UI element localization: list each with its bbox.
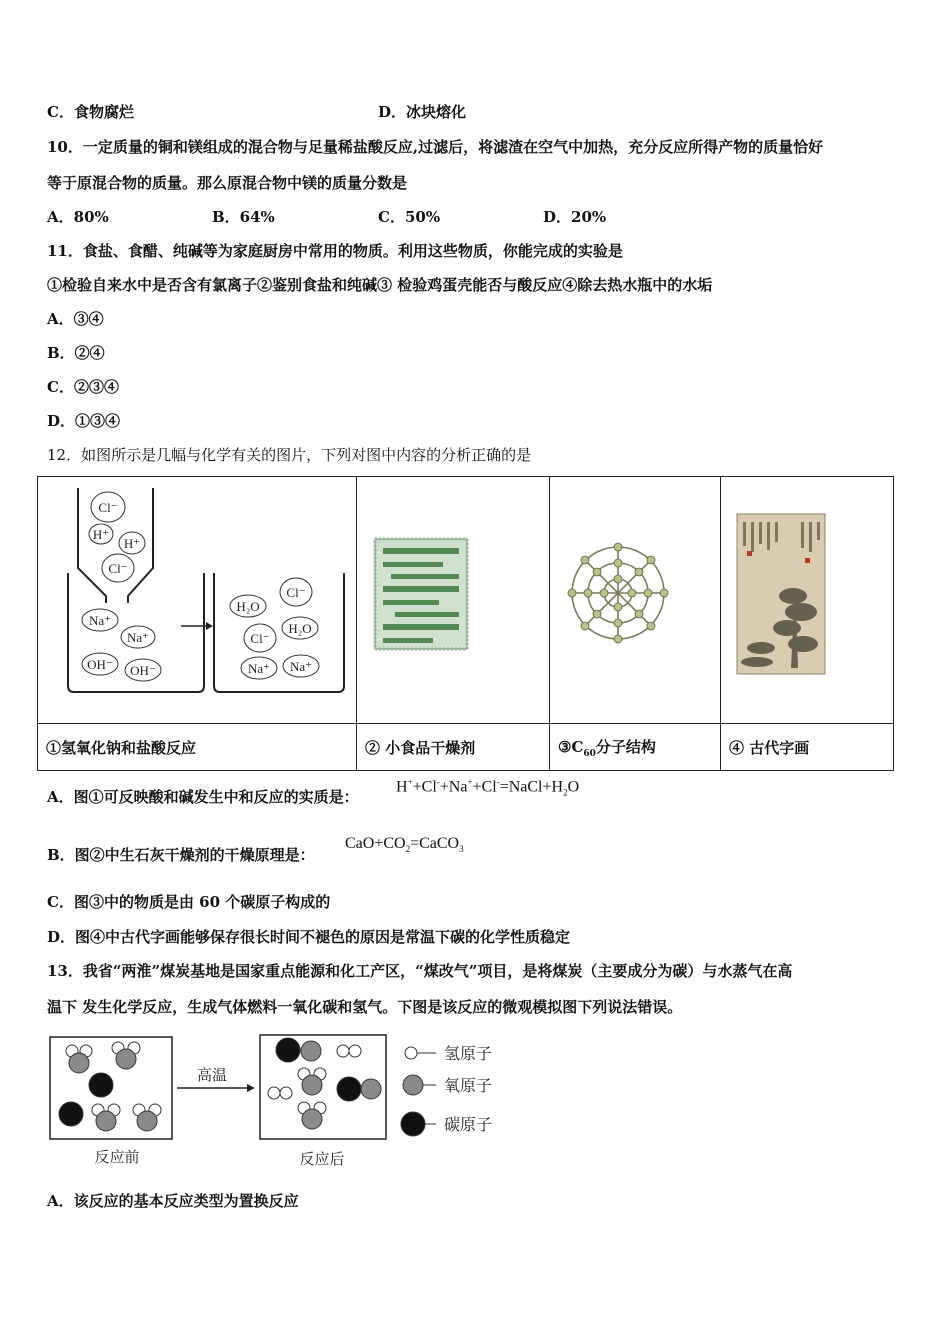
q11-items: ①检验自来水中是否含有氯离子②鉴别食盐和纯碱③ 检验鸡蛋壳能否与酸反应④除去热水瓶中的水垢 <box>47 276 713 294</box>
q13-stem-line2: 温下 发生化学反应，生成气体燃料一氧化碳和氢气。下图是该反应的微观模拟图下列说法错误。 <box>47 998 683 1016</box>
q10-stem-line1: 10．一定质量的铜和镁组成的混合物与足量稀盐酸反应,过滤后，将滤渣在空气中加热，充分反应所得产物的质量恰好 <box>47 138 824 156</box>
ion-label: H₂O <box>236 598 260 614</box>
q11-option-a: A．③④ <box>47 310 104 328</box>
ion-label: H₂O <box>288 620 312 636</box>
q11-option-c: C．②③④ <box>47 378 119 396</box>
ion-label: Cl⁻ <box>250 630 270 646</box>
q11-stem: 11．食盐、食醋、纯碱等为家庭厨房中常用的物质。利用这些物质，你能完成的实验是 <box>47 242 623 260</box>
legend-oxygen: 氧原子 <box>444 1076 493 1095</box>
ancient-painting-image <box>721 478 893 723</box>
legend <box>401 1047 436 1136</box>
after-molecules <box>268 1038 381 1129</box>
fig2-cell <box>357 477 550 724</box>
q10-option-c: C．50% <box>378 208 441 226</box>
q13-stem-line1: 13．我省“两淮”煤炭基地是国家重点能源和化工产区，“煤改气”项目，是将煤炭（主要成分为碳）与水蒸气在高 <box>47 962 793 980</box>
before-molecules <box>59 1042 161 1131</box>
q10-option-d: D．20% <box>543 208 607 226</box>
arrow-label: 高温 <box>196 1066 228 1084</box>
ion-label: OH⁻ <box>87 656 113 672</box>
fig3-caption-prefix: ③C <box>558 737 584 756</box>
fig1-caption: ①氢氧化钠和盐酸反应 <box>38 724 357 771</box>
desiccant-packet-image <box>357 478 549 723</box>
q12-option-a-text: A．图①可反映酸和碱发生中和反应的实质是： <box>47 788 359 806</box>
q9-option-c: C．食物腐烂 <box>47 103 134 121</box>
ion-label: Cl⁻ <box>98 499 118 515</box>
fig1-cell <box>38 477 357 724</box>
fig3-caption-sub: 60 <box>583 748 596 759</box>
q12-option-b-formula: $CaO+CO_2=CaCO_3$ <box>345 835 464 855</box>
ion-label: H⁺ <box>123 535 141 551</box>
q10-option-b: B．64% <box>212 208 275 226</box>
q11-option-b: B．②④ <box>47 344 105 362</box>
after-label: 反应后 <box>299 1150 345 1168</box>
q12-stem: 12．如图所示是几幅与化学有关的图片，下列对图中内容的分析正确的是 <box>47 446 532 464</box>
ion-label: Na⁺ <box>247 660 271 676</box>
ion-label: H⁺ <box>92 526 110 542</box>
fig4-cell <box>721 477 894 724</box>
ion-circles <box>82 492 319 681</box>
q12-option-c: C．图③中的物质是由 60 个碳原子构成的 <box>47 893 331 911</box>
ion-label: Cl⁻ <box>108 560 128 576</box>
q12-option-b-text: B．图②中生石灰干燥剂的干燥原理是： <box>47 846 315 864</box>
c60-molecule-image <box>550 478 720 723</box>
q13-option-a: A．该反应的基本反应类型为置换反应 <box>47 1192 299 1210</box>
ion-label: OH⁻ <box>130 662 156 678</box>
fig3-caption <box>550 724 721 771</box>
q9-option-d: D．冰块熔化 <box>378 103 467 121</box>
before-label: 反应前 <box>94 1148 140 1166</box>
q12-figure-table <box>37 476 894 771</box>
legend-carbon: 碳原子 <box>444 1115 493 1134</box>
q10-stem-line2: 等于原混合物的质量。那么原混合物中镁的质量分数是 <box>47 174 408 192</box>
ion-label: Na⁺ <box>126 629 150 645</box>
neutralization-diagram <box>38 478 356 723</box>
fig4-caption: ④ 古代字画 <box>721 724 894 771</box>
reaction-micro-diagram <box>40 1030 520 1175</box>
ion-label: Na⁺ <box>289 658 313 674</box>
q12-option-d: D．图④中古代字画能够保存很长时间不褪色的原因是常温下碳的化学性质稳定 <box>47 928 571 946</box>
ion-label: Na⁺ <box>88 612 112 628</box>
fig3-caption-suffix: 分子结构 <box>595 737 656 756</box>
ion-label: Cl⁻ <box>286 584 306 600</box>
q12-option-a-formula: $H^++Cl^-+Na^++Cl^-=NaCl+H_2O$ <box>396 777 580 798</box>
fig3-cell <box>550 477 721 724</box>
q11-option-d: D．①③④ <box>47 412 121 430</box>
fig2-caption: ② 小食品干燥剂 <box>357 724 550 771</box>
legend-hydrogen: 氢原子 <box>444 1044 493 1063</box>
q10-option-a: A．80% <box>47 208 109 226</box>
